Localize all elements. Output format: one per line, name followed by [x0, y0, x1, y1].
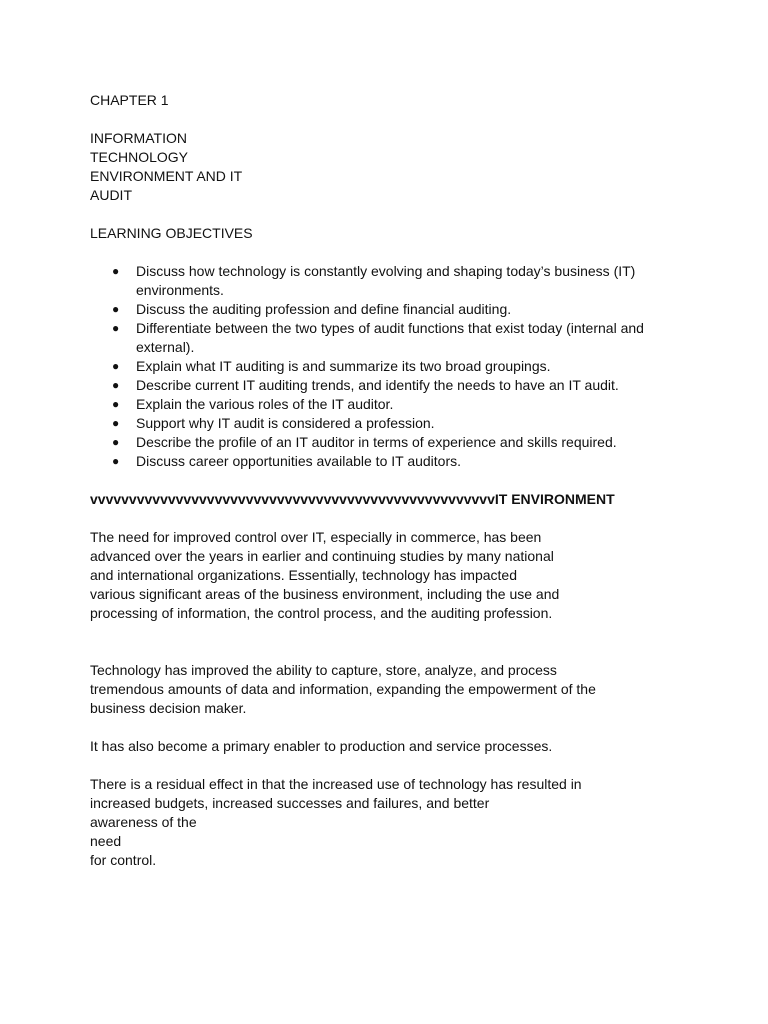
- paragraph-line: It has also become a primary enabler to production and service processes.: [90, 738, 553, 754]
- paragraph-line: The need for improved control over IT, especially in commerce, has been: [90, 529, 542, 545]
- objectives-list: [90, 262, 650, 471]
- chapter-title: [90, 129, 650, 205]
- chapter-title-line: ENVIRONMENT AND IT: [90, 168, 243, 184]
- bullet-icon: ●: [112, 416, 120, 430]
- paragraph-line: business decision maker.: [90, 700, 247, 716]
- paragraph-line: Technology has improved the ability to capture, store, analyze, and process: [90, 662, 557, 678]
- bullet-icon: ●: [112, 397, 120, 411]
- paragraph: [90, 775, 650, 870]
- bullet-icon: ●: [112, 378, 120, 392]
- bullet-icon: ●: [112, 321, 120, 335]
- objective-item: [90, 319, 646, 357]
- objective-item: [90, 452, 646, 471]
- paragraph-line: and international organizations. Essentially, technology has impacted: [90, 567, 517, 583]
- objective-text: Explain the various roles of the IT auditor.: [136, 396, 394, 412]
- objective-text: Explain what IT auditing is and summarize its two broad groupings.: [136, 358, 551, 374]
- paragraph: [90, 661, 650, 718]
- bullet-icon: ●: [112, 454, 120, 468]
- paragraph: [90, 528, 650, 623]
- paragraph-line: for control.: [90, 852, 157, 868]
- objective-text: Describe the profile of an IT auditor in terms of experience and skills required.: [136, 434, 617, 450]
- paragraph-line: advanced over the years in earlier and continuing studies by many national: [90, 548, 554, 564]
- bullet-icon: ●: [112, 359, 120, 373]
- paragraph-line: There is a residual effect in that the increased use of technology has resulted in: [90, 776, 582, 792]
- objective-item: [90, 300, 646, 319]
- paragraph-line: increased budgets, increased successes and failures, and better: [90, 795, 490, 811]
- objective-text: Discuss the auditing profession and define financial auditing.: [136, 301, 512, 317]
- paragraph-line: need: [90, 833, 122, 849]
- objective-item: [90, 433, 646, 452]
- paragraph-line: awareness of the: [90, 814, 197, 830]
- objective-item: [90, 376, 646, 395]
- objective-item: [90, 357, 646, 376]
- paragraph: [90, 737, 650, 756]
- document-page: [90, 91, 650, 870]
- objective-item: [90, 262, 646, 300]
- paragraph-line: processing of information, the control process, and the auditing profession.: [90, 605, 553, 621]
- bullet-icon: ●: [112, 302, 120, 316]
- objective-text: Support why IT audit is considered a profession.: [136, 415, 435, 431]
- objective-text: Discuss how technology is constantly evolving and shaping today’s business (IT) environments.: [136, 263, 636, 298]
- chapter-label: CHAPTER 1: [90, 92, 169, 108]
- objective-item: [90, 414, 646, 433]
- bullet-icon: ●: [112, 264, 120, 278]
- section-heading: vvvvvvvvvvvvvvvvvvvvvvvvvvvvvvvvvvvvvvvvvvvvvvvvvvvvIT ENVIRONMENT: [90, 491, 615, 507]
- chapter-title-line: TECHNOLOGY: [90, 149, 189, 165]
- paragraph-line: tremendous amounts of data and information, expanding the empowerment of the: [90, 681, 596, 697]
- objective-text: Differentiate between the two types of audit functions that exist today (internal and external).: [136, 320, 644, 355]
- paragraph-line: various significant areas of the business environment, including the use and: [90, 586, 560, 602]
- chapter-title-line: AUDIT: [90, 187, 132, 203]
- objective-text: Discuss career opportunities available to IT auditors.: [136, 453, 462, 469]
- objective-text: Describe current IT auditing trends, and identify the needs to have an IT audit.: [136, 377, 619, 393]
- bullet-icon: ●: [112, 435, 120, 449]
- chapter-title-line: INFORMATION: [90, 130, 187, 146]
- objectives-heading: LEARNING OBJECTIVES: [90, 225, 253, 241]
- objective-item: [90, 395, 646, 414]
